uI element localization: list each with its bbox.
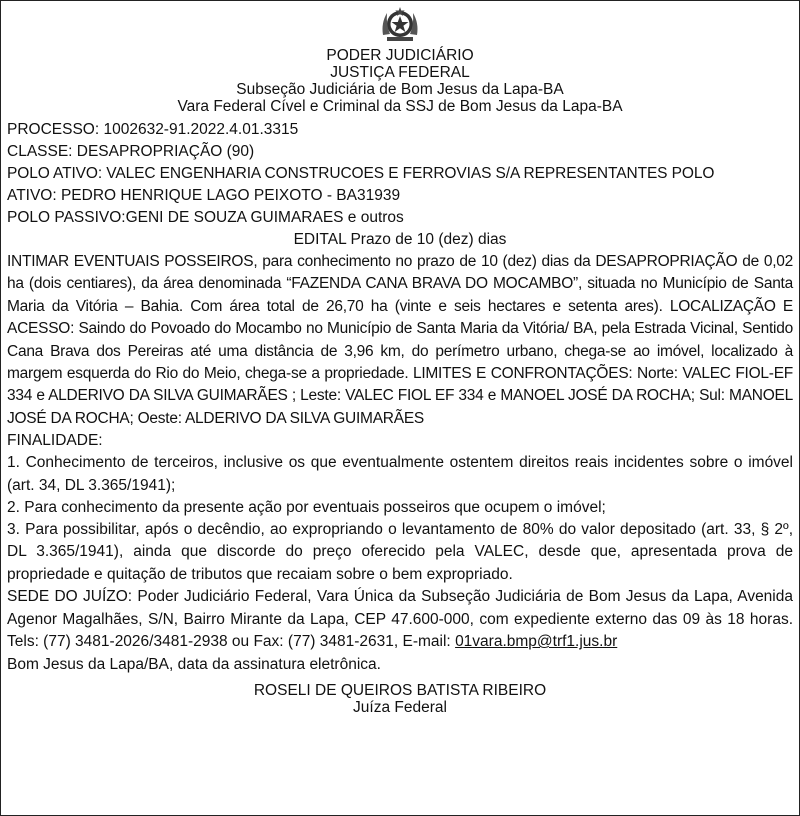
- finalidade-item-1: 1. Conhecimento de terceiros, inclusive os que eventualmente ostentem direitos reais incidentes sobre o imóvel (art. 34, DL 3.365/1941);: [7, 454, 793, 494]
- intimacao-paragraph: INTIMAR EVENTUAIS POSSEIROS, para conhecimento no prazo de 10 (dez) dias da DESAPROPRIAÇÃO de 0,02 ha (dois centiares), da área denominada “FAZENDA CANA BRAVA DO MOCAMBO”, situada no Município de Santa Maria da Vitória – Bahia. Com área total de 26,70 ha (vinte e seis hectares e setenta ares). LOCALIZAÇÃO E ACESSO: Saindo do Povoado do Mocambo no Município de Santa Maria da Vitória/ BA, pela Estrada Vicinal, Sentido Cana Brava dos Pereiras até uma distância de 3,96 km, do perímetro urbano, chega-se ao imóvel, localizado à margem esquerda do Rio do Meio, chega-se a propriedade. LIMITES E CONFRONTAÇÕES: Norte: VALEC FIOL-EF 334 e ALDERIVO DA SILVA GUIMARÃES ; Leste: VALEC FIOL EF 334 e MANOEL JOSÉ DA ROCHA; Sul: MANOEL JOSÉ DA ROCHA; Oeste: ALDERIVO DA SILVA GUIMARÃES: [7, 253, 793, 427]
- edital-title: EDITAL Prazo de 10 (dez) dias: [293, 231, 507, 248]
- finalidade-item-2: 2. Para conhecimento da presente ação por eventuais posseiros que ocupem o imóvel;: [7, 499, 606, 517]
- signature-block: [7, 682, 793, 716]
- polo-ativo-line-2: ATIVO: PEDRO HENRIQUE LAGO PEIXOTO - BA31939: [7, 187, 401, 204]
- header-justica: JUSTIÇA FEDERAL: [330, 64, 470, 81]
- signer-role: Juíza Federal: [353, 698, 447, 716]
- email-link[interactable]: 01vara.bmp@trf1.jus.br: [455, 633, 618, 651]
- sede-paragraph: [7, 586, 793, 653]
- document-header: [7, 47, 793, 115]
- finalidade-item-3: 3. Para possibilitar, após o decêndio, ao expropriando o levantamento de 80% do valor depositado (art. 33, § 2º, DL 3.365/1941), ainda que discorde do preço oferecido pela VALEC, desde que, apresentada prova de propriedade e quitação de tributos que recaiam sobre o bem expropriado.: [7, 521, 793, 583]
- polo-ativo-line-1: POLO ATIVO: VALEC ENGENHARIA CONSTRUCOES E FERROVIAS S/A REPRESENTANTES POLO: [7, 165, 715, 182]
- processo-line: PROCESSO: 1002632-91.2022.4.01.3315: [7, 121, 299, 138]
- classe-line: CLASSE: DESAPROPRIAÇÃO (90): [7, 143, 255, 160]
- header-poder: PODER JUDICIÁRIO: [326, 47, 474, 64]
- local-data-line: Bom Jesus da Lapa/BA, data da assinatura eletrônica.: [7, 655, 381, 673]
- header-subsecao: Subseção Judiciária de Bom Jesus da Lapa-BA: [236, 81, 564, 98]
- signer-name: ROSELI DE QUEIROS BATISTA RIBEIRO: [253, 681, 547, 699]
- polo-passivo-line: POLO PASSIVO:GENI DE SOUZA GUIMARAES e outros: [7, 209, 404, 226]
- header-vara: Vara Federal Cível e Criminal da SSJ de Bom Jesus da Lapa-BA: [177, 98, 623, 115]
- brasao-republica-icon: [377, 5, 423, 45]
- finalidade-label: FINALIDADE:: [7, 432, 103, 450]
- sede-text: SEDE DO JUÍZO: Poder Judiciário Federal, Vara Única da Subseção Judiciária de Bom Jesus da Lapa, Avenida Agenor Magalhães, S/N, Bairro Mirante da Lapa, CEP 47.600-000, com expediente externo das 09 às 18 horas. Tels: (77) 3481-2026/3481-2938 ou Fax: (77) 3481-2631, E-mail:: [7, 588, 793, 651]
